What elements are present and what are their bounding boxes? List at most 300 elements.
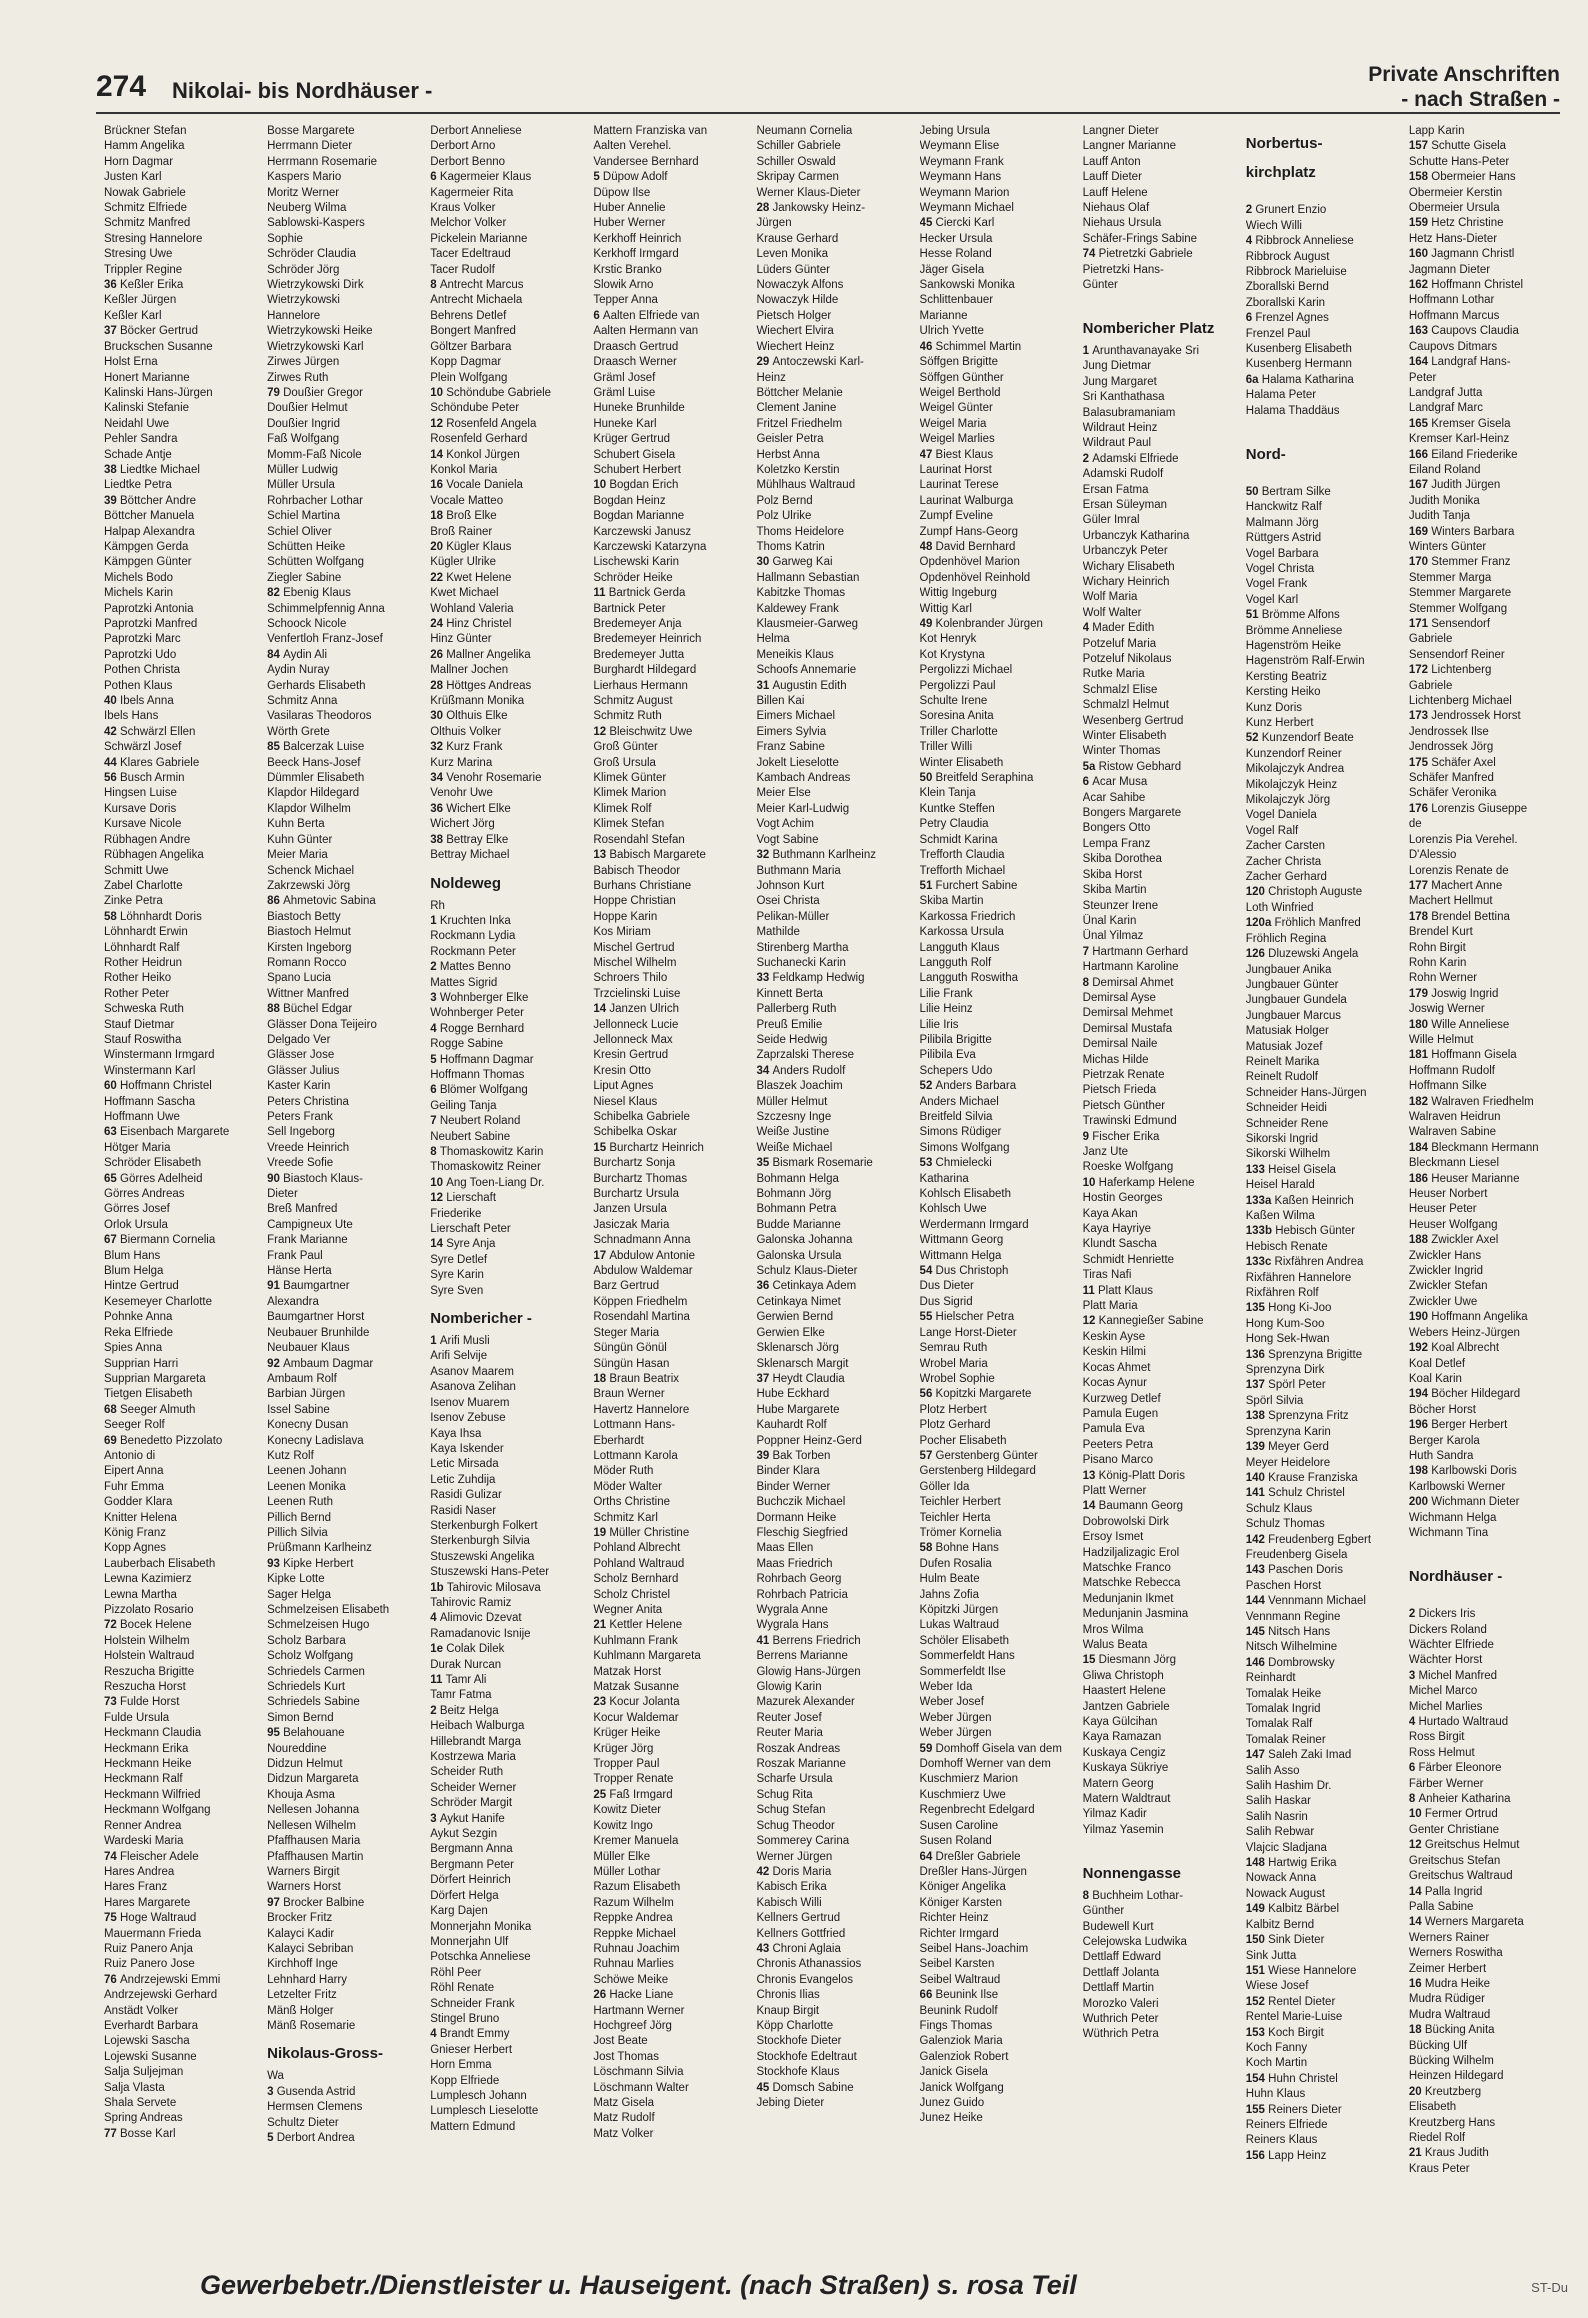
resident-entry: Bosse Margarete bbox=[267, 125, 355, 137]
resident-entry bbox=[1083, 1653, 1235, 1668]
resident-entry: Bettray Michael bbox=[430, 849, 510, 862]
resident-entry: Müller Lothar bbox=[593, 1865, 661, 1878]
resident-name: Kremser Gisela bbox=[1431, 417, 1511, 430]
resident-entry bbox=[1409, 987, 1561, 1002]
house-number: 55 bbox=[919, 1311, 936, 1324]
house-number: 88 bbox=[267, 1003, 284, 1016]
resident-entry: Preuß Emilie bbox=[756, 1018, 823, 1031]
resident-entry bbox=[430, 1053, 582, 1068]
house-number: 30 bbox=[430, 710, 447, 723]
resident-entry: Pothen Klaus bbox=[104, 679, 173, 692]
resident-entry: Hares Franz bbox=[104, 1881, 168, 1894]
resident-name: Vennmann Michael bbox=[1268, 1595, 1366, 1608]
resident-entry: Wietrzykowski bbox=[267, 294, 340, 307]
resident-entry: Triller Willi bbox=[919, 741, 973, 754]
resident-entry: Klimek Marion bbox=[593, 787, 667, 800]
resident-entry: Jungbauer Marcus bbox=[1245, 1009, 1342, 1022]
resident-entry: Hares Andrea bbox=[104, 1865, 175, 1878]
resident-entry: Rixfähren Hannelore bbox=[1245, 1271, 1352, 1284]
resident-entry: Rh bbox=[430, 899, 445, 912]
resident-name: Koch Birgit bbox=[1268, 2026, 1324, 2039]
house-number: 20 bbox=[1408, 2085, 1425, 2098]
resident-name: Kunzendorf Beate bbox=[1261, 732, 1354, 745]
resident-entry: Reszucha Brigitte bbox=[104, 1665, 195, 1678]
resident-entry: Jahns Zofia bbox=[919, 1588, 979, 1601]
section-header-line1: Private Anschriften bbox=[1368, 63, 1560, 86]
resident-name: Doris Maria bbox=[772, 1865, 832, 1878]
resident-entry: Klimek Günter bbox=[593, 772, 667, 785]
house-number: 25 bbox=[593, 1788, 610, 1801]
resident-name: Lichtenberg bbox=[1431, 664, 1492, 677]
resident-entry: Werdermann Irmgard bbox=[919, 1218, 1029, 1231]
resident-name: Cetinkaya Adem bbox=[772, 1280, 857, 1293]
resident-entry: Pfaffhausen Maria bbox=[267, 1835, 361, 1848]
resident-entry bbox=[430, 1191, 582, 1206]
resident-entry: Obermeier Ursula bbox=[1408, 202, 1500, 215]
resident-name: Wiese Hannelore bbox=[1268, 1964, 1357, 1977]
resident-entry: Szczesny Inge bbox=[756, 1111, 832, 1123]
resident-entry: Bredemeyer Heinrich bbox=[593, 633, 702, 646]
resident-name: Mattes Benno bbox=[439, 961, 511, 974]
resident-entry bbox=[104, 725, 256, 740]
resident-name: Spörl Peter bbox=[1268, 1379, 1326, 1392]
resident-entry: Justen Karl bbox=[104, 171, 162, 184]
resident-name: Jendrossek Horst bbox=[1431, 710, 1521, 723]
resident-entry: Peters Frank bbox=[267, 1111, 333, 1123]
resident-entry: Antrecht Michaela bbox=[430, 294, 523, 307]
resident-entry: Pehler Sandra bbox=[104, 433, 178, 446]
resident-entry: Kresin Otto bbox=[593, 1064, 651, 1077]
resident-entry: Schwärzl Josef bbox=[104, 741, 182, 754]
resident-entry: Kunz Doris bbox=[1245, 701, 1303, 714]
resident-entry: Löschmann Silvia bbox=[593, 2066, 684, 2079]
resident-entry bbox=[430, 679, 582, 694]
resident-entry: Werners Roswitha bbox=[1408, 1947, 1503, 1960]
resident-entry: Kämpgen Gerda bbox=[104, 540, 189, 553]
resident-entry: Soresina Anita bbox=[919, 710, 994, 723]
resident-entry: Scholz Barbara bbox=[267, 1634, 346, 1647]
resident-name: Bocek Helene bbox=[120, 1619, 192, 1632]
resident-entry: Stresing Hannelore bbox=[104, 232, 203, 245]
resident-entry: Schubert Herbert bbox=[593, 463, 681, 476]
resident-entry: Weber Jürgen bbox=[919, 1727, 992, 1740]
resident-entry: Galenziok Maria bbox=[919, 2035, 1003, 2048]
resident-name: Kipke Herbert bbox=[283, 1557, 354, 1570]
resident-entry: Dus Sigrid bbox=[919, 1295, 973, 1308]
resident-entry: Wörth Grete bbox=[267, 725, 330, 738]
resident-entry: Rother Peter bbox=[104, 987, 170, 1000]
resident-entry: Jasiczak Maria bbox=[593, 1218, 670, 1231]
resident-entry bbox=[267, 1172, 419, 1187]
resident-entry: Jagmann Dieter bbox=[1408, 263, 1491, 276]
resident-entry bbox=[756, 555, 908, 570]
resident-entry: Thoms Katrin bbox=[756, 540, 825, 553]
resident-entry: Rohn Werner bbox=[1408, 972, 1478, 985]
resident-entry: Kaster Karin bbox=[267, 1080, 331, 1093]
resident-entry: Morozko Valeri bbox=[1082, 1997, 1159, 2010]
resident-entry: Lierschaft Peter bbox=[430, 1223, 511, 1236]
resident-entry: Rutke Maria bbox=[1082, 668, 1145, 681]
resident-entry: Neubauer Brunhilde bbox=[267, 1326, 370, 1339]
resident-entry: Beunink Rudolf bbox=[919, 2004, 998, 2017]
resident-entry: Stockhofe Klaus bbox=[756, 2066, 840, 2079]
resident-entry: Wächter Elfriede bbox=[1408, 1639, 1494, 1651]
resident-entry: Dus Dieter bbox=[919, 1280, 974, 1293]
resident-entry: Bongers Margarete bbox=[1082, 807, 1182, 820]
house-number: 50 bbox=[919, 772, 936, 785]
resident-entry: Wygrala Anne bbox=[756, 1604, 828, 1616]
resident-entry: Seeger Rolf bbox=[104, 1419, 165, 1432]
resident-entry: Kraus Volker bbox=[430, 202, 496, 215]
resident-entry: Wiese Josef bbox=[1245, 1980, 1309, 1993]
house-number: 22 bbox=[430, 571, 447, 584]
resident-entry: Kerkhoff Irmgard bbox=[593, 248, 679, 261]
resident-entry bbox=[1409, 910, 1561, 925]
resident-entry bbox=[1246, 731, 1398, 746]
resident-name: Doußier Gregor bbox=[283, 386, 363, 399]
resident-entry: Kaya Akan bbox=[1082, 1207, 1138, 1220]
resident-name: Klares Gabriele bbox=[120, 756, 200, 769]
resident-entry: Platt Werner bbox=[1082, 1484, 1147, 1497]
resident-entry bbox=[920, 340, 1072, 355]
resident-entry: Wildraut Heinz bbox=[1082, 421, 1158, 434]
house-number: 6a bbox=[1245, 373, 1262, 386]
resident-entry: Löschmann Walter bbox=[593, 2081, 689, 2094]
house-number: 63 bbox=[104, 1126, 120, 1139]
resident-entry: Gnieser Herbert bbox=[430, 2043, 513, 2056]
resident-entry: Zirwes Jürgen bbox=[267, 356, 340, 369]
resident-entry: Kunz Herbert bbox=[1245, 717, 1314, 729]
resident-entry: Bergmann Peter bbox=[430, 1858, 514, 1871]
resident-entry bbox=[1083, 1130, 1235, 1145]
resident-entry: Renner Andrea bbox=[104, 1819, 182, 1832]
resident-name: Rixfähren Andrea bbox=[1274, 1256, 1364, 1269]
house-number: 151 bbox=[1245, 1964, 1269, 1977]
resident-entry: Scheider Werner bbox=[430, 1781, 517, 1794]
resident-entry: Nowak Gabriele bbox=[104, 186, 186, 199]
resident-entry: Wolf Walter bbox=[1082, 606, 1142, 619]
house-number: 158 bbox=[1408, 171, 1432, 184]
resident-entry bbox=[1409, 1095, 1561, 1110]
house-number: 188 bbox=[1408, 1234, 1432, 1247]
resident-entry: Regenbrecht Edelgard bbox=[919, 1804, 1035, 1817]
resident-entry bbox=[1246, 1625, 1398, 1640]
resident-entry: Salih Haskar bbox=[1245, 1795, 1311, 1808]
resident-entry: Potzeluf Maria bbox=[1082, 637, 1157, 650]
resident-name: Blömer Wolfgang bbox=[439, 1084, 528, 1097]
house-number: 14 bbox=[1408, 1885, 1425, 1898]
house-number: 32 bbox=[756, 849, 773, 862]
resident-name: Garweg Kai bbox=[772, 556, 833, 569]
resident-entry: Kuhlmann Frank bbox=[593, 1634, 678, 1647]
resident-entry: Acar Sahibe bbox=[1082, 791, 1146, 804]
house-number: 97 bbox=[267, 1896, 284, 1909]
resident-entry: Schulz Klaus bbox=[1245, 1502, 1313, 1515]
resident-entry: Rentel Marie-Luise bbox=[1245, 2011, 1343, 2024]
resident-name: Kopitzki Margarete bbox=[935, 1388, 1032, 1401]
house-number: 86 bbox=[267, 895, 284, 908]
resident-entry: Zinke Petra bbox=[104, 895, 163, 908]
resident-entry: Skiba Martin bbox=[919, 895, 984, 908]
resident-name: Görres Adelheid bbox=[120, 1172, 203, 1185]
resident-entry: Demirsal Naile bbox=[1082, 1038, 1158, 1051]
resident-entry bbox=[920, 1310, 1072, 1325]
resident-entry: Langguth Rolf bbox=[919, 956, 992, 969]
resident-entry: Hamm Angelika bbox=[104, 140, 185, 153]
resident-entry: Heuser Norbert bbox=[1408, 1188, 1488, 1201]
resident-entry: Reka Elfriede bbox=[104, 1326, 174, 1339]
resident-entry bbox=[104, 910, 256, 925]
resident-entry bbox=[104, 2127, 256, 2142]
resident-entry bbox=[430, 709, 582, 724]
resident-entry: Letzelter Fritz bbox=[267, 1989, 337, 2002]
resident-entry: Stingel Bruno bbox=[430, 2012, 500, 2025]
resident-entry: Halama Thaddäus bbox=[1245, 404, 1340, 417]
spacer bbox=[1409, 1541, 1561, 1556]
resident-entry bbox=[430, 1673, 582, 1688]
house-number: 190 bbox=[1408, 1311, 1432, 1324]
resident-name: Buthmann Karlheinz bbox=[772, 849, 876, 862]
spacer bbox=[1246, 470, 1398, 485]
resident-entry: Kersting Beatriz bbox=[1245, 670, 1327, 683]
resident-entry: Hares Margarete bbox=[104, 1896, 191, 1909]
resident-entry: Poppner Heinz-Gerd bbox=[756, 1434, 862, 1447]
resident-entry: Michas Hilde bbox=[1082, 1053, 1149, 1066]
house-number: 3 bbox=[267, 2085, 277, 2098]
house-number: 181 bbox=[1408, 1049, 1432, 1062]
resident-name: Kettler Helene bbox=[609, 1619, 683, 1632]
resident-entry bbox=[1246, 1995, 1398, 2010]
resident-entry: Lange Horst-Dieter bbox=[919, 1326, 1017, 1339]
resident-entry: Pillich Silvia bbox=[267, 1526, 328, 1539]
resident-entry: Kämpgen Günter bbox=[104, 556, 192, 569]
house-number: 163 bbox=[1408, 325, 1432, 338]
resident-entry: Köpp Charlotte bbox=[756, 2019, 834, 2032]
resident-entry: Steger Maria bbox=[593, 1326, 660, 1339]
resident-entry bbox=[104, 278, 256, 293]
resident-entry: Polz Ulrike bbox=[756, 510, 812, 523]
resident-entry: Wohnberger Peter bbox=[430, 1007, 524, 1020]
house-number: 133c bbox=[1245, 1256, 1275, 1269]
resident-entry: Fings Thomas bbox=[919, 2019, 993, 2032]
resident-entry: Bohmann Helga bbox=[756, 1172, 839, 1185]
resident-entry: Weiße Michael bbox=[756, 1141, 833, 1154]
resident-name: Rogge Bernhard bbox=[439, 1022, 525, 1035]
resident-entry: Letic Mirsada bbox=[430, 1458, 499, 1471]
resident-name: Hurtado Waltraud bbox=[1418, 1716, 1509, 1729]
house-number: 176 bbox=[1408, 802, 1432, 815]
resident-name: Aydin Ali bbox=[283, 648, 328, 661]
resident-entry bbox=[1409, 879, 1561, 894]
resident-entry: Sprenzyna Karin bbox=[1245, 1425, 1331, 1438]
resident-entry: Huneke Brunhilde bbox=[593, 402, 685, 415]
resident-entry: Walraven Sabine bbox=[1408, 1126, 1497, 1139]
resident-entry: Vocale Matteo bbox=[430, 494, 504, 507]
resident-entry: Schäfer Veronika bbox=[1408, 787, 1497, 800]
resident-entry: Schubert Gisela bbox=[593, 448, 676, 461]
resident-entry bbox=[1083, 1314, 1235, 1329]
resident-entry: Heckmann Wolfgang bbox=[104, 1804, 211, 1817]
resident-entry: Herrmann Dieter bbox=[267, 140, 353, 153]
resident-entry: Schäfer Manfred bbox=[1408, 772, 1494, 785]
resident-entry bbox=[1246, 2103, 1398, 2118]
resident-entry: Vandersee Bernhard bbox=[593, 155, 699, 168]
resident-entry bbox=[1246, 311, 1398, 326]
resident-entry: Brocker Fritz bbox=[267, 1912, 333, 1925]
resident-entry bbox=[1409, 802, 1561, 817]
resident-entry: Schiller Oswald bbox=[756, 155, 836, 168]
resident-entry bbox=[1409, 324, 1561, 339]
resident-entry: Schade Antje bbox=[104, 448, 172, 461]
resident-entry: Mattern Edmund bbox=[430, 2120, 516, 2133]
resident-name: Stemmer Franz bbox=[1431, 556, 1511, 569]
resident-entry bbox=[756, 1865, 908, 1880]
resident-entry: Schriedels Carmen bbox=[267, 1665, 365, 1678]
resident-name: Bismark Rosemarie bbox=[772, 1157, 873, 1170]
resident-entry bbox=[1083, 1499, 1235, 1514]
resident-entry: Schriedels Kurt bbox=[267, 1681, 346, 1694]
resident-name: Kolenbrander Jürgen bbox=[935, 618, 1043, 630]
resident-entry: Warners Birgit bbox=[267, 1865, 340, 1878]
resident-entry: Sklenarsch Jörg bbox=[756, 1342, 839, 1355]
resident-entry: Tomalak Reiner bbox=[1245, 1733, 1326, 1746]
resident-entry: Ersan Fatma bbox=[1082, 483, 1149, 496]
resident-entry: Liput Agnes bbox=[593, 1080, 654, 1093]
house-number: 147 bbox=[1245, 1749, 1269, 1762]
resident-name: Domsch Sabine bbox=[772, 2081, 854, 2094]
house-number: 19 bbox=[593, 1526, 610, 1539]
resident-entry: Jungbauer Gundela bbox=[1245, 994, 1347, 1007]
resident-entry bbox=[104, 1695, 256, 1710]
resident-entry: Brömme Anneliese bbox=[1245, 624, 1343, 637]
resident-entry: Hoffmann Uwe bbox=[104, 1111, 180, 1123]
resident-entry bbox=[430, 648, 582, 663]
resident-entry: Hecker Ursula bbox=[919, 232, 993, 245]
resident-name: Kurz Frank bbox=[446, 741, 503, 754]
resident-entry: Hartmann Werner bbox=[593, 2004, 685, 2017]
resident-entry: Wittig Karl bbox=[919, 602, 972, 615]
resident-entry bbox=[920, 771, 1072, 786]
resident-entry bbox=[920, 1541, 1072, 1556]
resident-entry: Opdenhövel Reinhold bbox=[919, 571, 1031, 584]
resident-entry: Monnerjahn Ulf bbox=[430, 1935, 509, 1948]
resident-entry: Sell Ingeborg bbox=[267, 1126, 335, 1139]
resident-entry: Blum Hans bbox=[104, 1249, 161, 1262]
resident-entry: Weigel Maria bbox=[919, 417, 987, 430]
resident-entry: Hanckwitz Ralf bbox=[1245, 501, 1322, 514]
house-number: 4 bbox=[1082, 622, 1093, 635]
resident-entry: Wichary Heinrich bbox=[1082, 575, 1170, 588]
resident-entry: Nitsch Wilhelmine bbox=[1245, 1641, 1338, 1654]
resident-entry: Jokelt Lieselotte bbox=[756, 756, 839, 769]
resident-entry: Zacher Carsten bbox=[1245, 840, 1326, 853]
resident-entry: Havertz Hannelore bbox=[593, 1403, 690, 1416]
resident-entry: Isenov Zebuse bbox=[430, 1412, 506, 1425]
resident-entry: Paprotzki Antonia bbox=[104, 602, 194, 615]
resident-name: Bettray Elke bbox=[446, 833, 509, 846]
resident-name: Landgraf Hans- bbox=[1431, 356, 1511, 369]
resident-entry: Vogt Sabine bbox=[756, 833, 819, 846]
resident-entry: Kurz Marina bbox=[430, 756, 493, 769]
resident-entry: Dickers Roland bbox=[1408, 1623, 1487, 1636]
resident-name: Arunthavanayake Sri bbox=[1092, 344, 1200, 357]
house-number: 45 bbox=[919, 217, 936, 230]
resident-entry: Süngün Gönül bbox=[593, 1342, 667, 1355]
resident-entry: Kusenberg Elisabeth bbox=[1245, 343, 1352, 356]
resident-entry: Teichler Herbert bbox=[919, 1496, 1001, 1509]
resident-entry: Peeters Petra bbox=[1082, 1438, 1153, 1451]
resident-entry: Tamr Fatma bbox=[430, 1689, 492, 1702]
resident-entry: Müller Ludwig bbox=[267, 463, 339, 476]
resident-entry: Trefforth Michael bbox=[919, 864, 1006, 877]
house-number: 14 bbox=[430, 448, 447, 461]
resident-entry bbox=[1409, 1885, 1561, 1900]
resident-entry: Isenov Muarem bbox=[430, 1396, 510, 1409]
resident-entry bbox=[1246, 947, 1398, 962]
resident-entry bbox=[267, 386, 419, 401]
resident-entry: Bogdan Heinz bbox=[593, 494, 666, 507]
house-number: 74 bbox=[1082, 248, 1099, 261]
resident-entry: Ruhnau Marlies bbox=[593, 1958, 674, 1971]
resident-entry: Didzun Helmut bbox=[267, 1758, 343, 1771]
resident-entry bbox=[756, 201, 908, 216]
resident-entry: Langguth Roswitha bbox=[919, 972, 1019, 985]
resident-entry: Hinz Günter bbox=[430, 633, 492, 646]
resident-entry bbox=[1246, 203, 1398, 218]
resident-entry: Görres Andreas bbox=[104, 1188, 185, 1201]
resident-entry: Gerstenberg Hildegard bbox=[919, 1465, 1036, 1478]
resident-entry: Rübhagen Angelika bbox=[104, 849, 204, 862]
resident-entry: Nellesen Wilhelm bbox=[267, 1819, 356, 1832]
resident-entry: Wohland Valeria bbox=[430, 602, 514, 615]
resident-entry: Asanova Zelihan bbox=[430, 1381, 516, 1394]
resident-entry: Holstein Waltraud bbox=[104, 1650, 195, 1663]
resident-entry: Stauf Roswitha bbox=[104, 1033, 182, 1046]
resident-entry: Mattern Franziska van bbox=[593, 125, 708, 137]
resident-entry: Seibel Karsten bbox=[919, 1958, 995, 1971]
resident-entry: Junez Heike bbox=[919, 2112, 983, 2125]
resident-entry: Urbanczyk Peter bbox=[1082, 545, 1168, 558]
resident-entry: Zwickler Stefan bbox=[1408, 1280, 1488, 1293]
resident-entry: Rockmann Lydia bbox=[430, 930, 516, 943]
resident-entry: Winter Thomas bbox=[1082, 745, 1161, 758]
resident-entry bbox=[267, 2131, 419, 2146]
resident-entry: Kaya Ihsa bbox=[430, 1427, 482, 1440]
resident-entry: Anders Michael bbox=[919, 1095, 999, 1108]
resident-name: Augustin Edith bbox=[772, 679, 847, 692]
resident-entry: Dettlaff Martin bbox=[1082, 1982, 1155, 1995]
resident-entry bbox=[1409, 1418, 1561, 1433]
resident-entry: Müller Helmut bbox=[756, 1095, 828, 1108]
house-number: 8 bbox=[1408, 1793, 1419, 1806]
resident-entry: Lehnhard Harry bbox=[267, 1973, 348, 1986]
house-number: 12 bbox=[1408, 1839, 1425, 1852]
house-number: 167 bbox=[1408, 479, 1432, 492]
resident-entry: Tropper Renate bbox=[593, 1773, 674, 1786]
resident-entry bbox=[1246, 1656, 1398, 1671]
resident-entry: Schmidt Henriette bbox=[1082, 1253, 1175, 1266]
resident-entry: Jäger Gisela bbox=[919, 263, 985, 276]
resident-entry: Michels Karin bbox=[104, 587, 174, 600]
resident-entry bbox=[593, 1249, 745, 1264]
house-number: 14 bbox=[593, 1003, 610, 1016]
house-number: 200 bbox=[1408, 1496, 1432, 1509]
resident-entry: Pergolizzi Michael bbox=[919, 664, 1013, 677]
resident-name: Höttges Andreas bbox=[446, 679, 532, 692]
resident-entry: Roszak Andreas bbox=[756, 1742, 841, 1755]
resident-entry: Glowig Karin bbox=[756, 1681, 822, 1694]
resident-entry: Domhoff Werner van dem bbox=[919, 1758, 1051, 1771]
